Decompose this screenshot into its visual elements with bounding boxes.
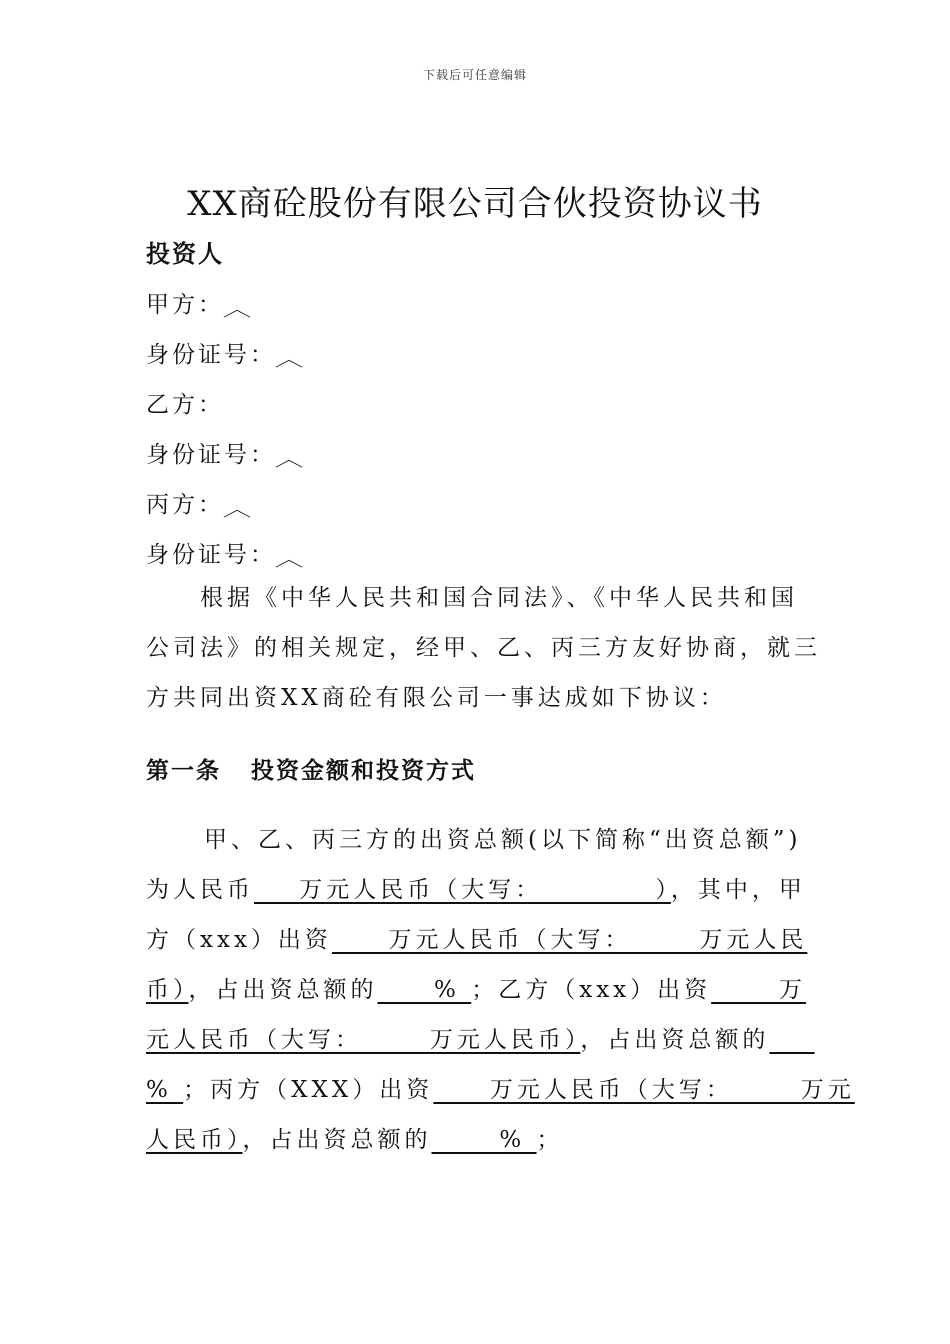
document-title: XX商砼股份有限公司合伙投资协议书 <box>187 184 763 224</box>
article-line: 方（xxx）出资 万元人民币（大写： 万元人民 <box>146 927 808 953</box>
intro-paragraph <box>146 573 821 723</box>
article-line: 元人民币（大写： 万元人民币），占出资总额的 <box>146 1015 806 1065</box>
intro-line: 方共同出资XX商砼有限公司一事达成如下协议： <box>146 685 727 711</box>
party-c-label: 丙方： <box>146 492 224 518</box>
blank-field: 万元人民币（大写： 万元人民 <box>331 927 808 953</box>
blank-field: % <box>146 1077 184 1103</box>
header-note: 下载后可任意编辑 <box>422 68 527 82</box>
caret-icon: ︿ <box>222 300 252 321</box>
caret-icon: ︿ <box>274 450 304 471</box>
party-b-id-label: 身份证号： <box>146 442 276 468</box>
caret-icon: ︿ <box>274 350 304 371</box>
blank-field <box>769 1027 814 1053</box>
party-b-label: 乙方： <box>146 392 224 418</box>
party-a-id-label: 身份证号： <box>146 342 276 368</box>
party-c-id-line <box>146 536 304 572</box>
blank-field: % <box>377 977 472 1003</box>
intro-line: 根据《中华人民共和国合同法》、《中华人民共和国 <box>200 585 798 611</box>
article-line: 甲、乙、丙三方的出资总额(以下简称“出资总额”) <box>204 827 802 853</box>
blank-field: % <box>431 1127 537 1153</box>
party-b-line <box>146 386 224 419</box>
article-line: 人民币），占出资总额的 % ； <box>146 1127 564 1153</box>
party-c-id-label: 身份证号： <box>146 542 276 568</box>
party-c-line <box>146 486 252 522</box>
blank-field: 人民币） <box>146 1127 243 1153</box>
party-b-id-line <box>146 436 304 472</box>
caret-icon: ︿ <box>274 550 304 571</box>
article-line: 币），占出资总额的 % ；乙方（xxx）出资 万 <box>146 977 807 1003</box>
party-a-label: 甲方： <box>146 292 224 318</box>
intro-line: 公司法》的相关规定，经甲、乙、丙三方友好协商，就三 <box>146 635 821 661</box>
blank-field: 万元人民币（大写： ） <box>254 877 671 903</box>
investors-label: 投资人 <box>146 239 224 268</box>
party-a-line <box>146 286 252 322</box>
article-line: % ；丙方（XXX）出资 万元人民币（大写： 万元 <box>146 1077 855 1103</box>
blank-field: 万 <box>711 977 807 1003</box>
blank-field: 币） <box>146 977 189 1003</box>
blank-field: 万元人民币（大写： 万元 <box>433 1077 855 1103</box>
article-1-heading: 第一条 投资金额和投资方式 <box>146 757 477 784</box>
caret-icon: ︿ <box>222 500 252 521</box>
article-1-paragraph <box>146 815 855 1165</box>
blank-field: 元人民币（大写： 万元人民币） <box>146 1027 581 1053</box>
article-line: 为人民币 万元人民币（大写： ），其中，甲 <box>146 877 806 903</box>
party-a-id-line <box>146 336 304 372</box>
